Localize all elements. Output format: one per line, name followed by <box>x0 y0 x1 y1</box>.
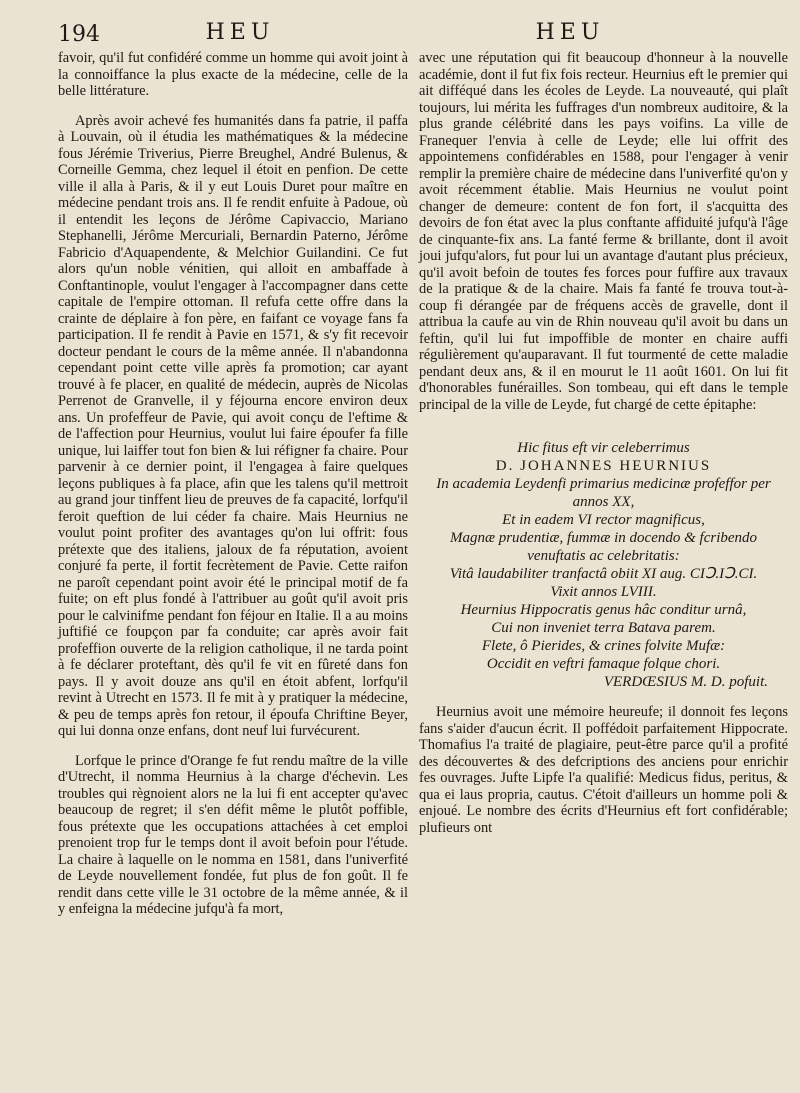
paragraph: favoir, qu'il fut confidéré comme un homme qui avoit joint à la connoiffance la plus exacte de la médecine, celle de la belle littérature. <box>58 50 408 99</box>
right-column <box>419 50 788 836</box>
running-head <box>0 18 800 52</box>
epitaph-line: Heurnius Hippocratis genus hâc conditur urnâ, <box>460 602 747 618</box>
epitaph-signature: VERDŒSIUS M. D. pofuit. <box>603 674 768 690</box>
epitaph-line: Flete, ô Pierides, & crines folvite Mufæ: <box>481 638 726 654</box>
epitaph-line: D. JOHANNES HEURNIUS <box>495 458 712 474</box>
epitaph-line: Cui non inveniet terra Batava parem. <box>491 620 716 636</box>
epitaph-line: In academia Leydenfi primarius medicinæ profeffor per annos XX, <box>436 476 771 510</box>
left-column <box>58 50 408 918</box>
epitaph-line: Hic fitus eft vir celeberrimus <box>517 440 690 456</box>
epitaph-line: Et in eadem VI rector magnificus, <box>502 512 705 528</box>
paragraph: avec une réputation qui fit beaucoup d'honneur à la nouvelle académie, dont il fut fix fois recteur. Heurnius eft le premier qui ait difféqué dans les écoles de Leyde. La nouveauté, qui plaît toujours, lui mérita les fuffrages d'un nombreux auditoire, & la plus grande célébrité dans les pays voifins. La ville de Franequer l'envia à celle de Leyde; elle lui offrit des appointemens confidérables en 1588, pour l'engager à venir remplir la première chaire de médecine dans l'univerfité qu'on y avoit récemment établie. Mais Heurnius ne voulut point changer de demeure: content de fon fort, il s'acquitta des devoirs de fon état avec la plus conftante affiduité jufqu'à l'âge de cinquante-fix ans. La fanté ferme & brillante, dont il avoit joui jufqu'alors, fut pour lui un avantage d'autant plus précieux, qu'il avoit befoin de toutes fes forces pour fuffire aux travaux de la pratique & de la chaire. Mais fa fanté fe trouva tout-à-coup fi dérangée par de fréquens accès de gravelle, dont il attribua la caufe au vin de Rhin nouveau qu'il avoit bu dans un feftin, qu'il lui fut impoffible de monter en chaire auffi régulièrement qu'auparavant. Il fut tourmenté de cette maladie pendant deux ans, & il en mourut le 11 août 1601. On lui fit d'honorables funérailles. Son tombeau, qui eft dans le temple principal de la ville de Leyde, fut chargé de cette épitaphe: <box>419 50 788 413</box>
page-number: 194 <box>58 22 100 47</box>
epitaph-line: Occidit en veftri famaque folque chori. <box>486 656 721 672</box>
paragraph: Après avoir achevé fes humanités dans fa patrie, il paffa à Louvain, où il étudia les mathématiques & la médecine fous Jérémie Triverius, Pierre Breughel, André Bulenus, & Corneille Gemma, chez lequel il étoit en penfion. De cette ville il alla à Paris, & il y eut Louis Duret pour maître en médecine pendant trois ans. Il fe rendit enfuite à Padoue, où il entendit les leçons de Jérôme Capivaccio, Mariano Stephanelli, Jérôme Mercuriali, Bernardin Paterno, Jérôme Fabricio d'Aquapendente, & Melchior Guilandini. Ce fut alors qu'un noble vénitien, qui alloit en ambaffade à Conftantinople, voulut l'engager à l'accompagner dans cette capitale de l'empire ottoman. Il refufa cette offre dans la crainte de déplaire à fon père, en faifant ce voyage fans fa participation. Il fe rendit à Pavie en 1571, & s'y fit recevoir docteur pendant le cours de la même année. Il n'abandonna cependant point cette ville après fa promotion; car ayant trouvé à fe placer, en qualité de médecin, auprès de Nicolas Perrenot de Granvelle, il y féjourna encore environ deux ans. Un profeffeur de Pavie, qui avoit conçu de l'eftime & de l'affection pour Heurnius, voulut lui faire époufer fa fille unique, lui laiffer tout fon bien & lui réfigner fa chaire. Pour parvenir à ce dernier point, il l'engagea à faire quelques leçons publiques à fa place, afin que les talens qu'il mettroit au grand jour tinffent lieu de preuves de fa capacité, lorfqu'il feroit queftion de lui céder fa chaire. Mais Heurnius ne voulut point profiter des avantages qu'on lui offrit: fous prétexte que des italiens, jaloux de fa réputation, avoient conjuré fa perte, il fortit fecrètement de Pavie. Cette raifon ne paroît cependant point avoir été le principal motif de fa fuite; on eft plus fondé à l'attribuer au goût qu'il avoit pris pour le calvinifme pendant fon féjour en Italie. Il a au moins juftifié ce foupçon par fa conduite; car après avoir fait profeffion ouverte de la religion catholique, il ne tarda point à fe déclarer proteftant, dès qu'il fe vit en fûreté dans fon pays. Il y avoit douze ans qu'il en étoit abfent, lorfqu'il revint à Utrecht en 1573. Il fe mit à y pratiquer la médecine, & peu de temps après fon retour, il époufa Chriftine Beyer, qui lui donna onze enfans, dont neuf lui furvécurent. <box>58 112 408 739</box>
running-head-left: HEU <box>205 20 275 45</box>
running-head-right: HEU <box>535 20 605 45</box>
epitaph-line: Vitâ laudabiliter tranfactâ obiit XI aug. CIↃ.IↃ.CI. <box>449 566 758 582</box>
paragraph: Lorfque le prince d'Orange fe fut rendu maître de la ville d'Utrecht, il nomma Heurnius à la charge d'échevin. Les troubles qui règnoient alors ne la lui fi ent accepter qu'avec beaucoup de regret; il s'en défit même le plutôt poffible, fous prétexte que les occupations attachées à cet emploi prenoient trop fur le temps dont il avoit befoin pour l'étude. La chaire à laquelle on le nomma en 1581, dans l'univerfité de Leyde nouvellement fondée, fut plus de fon goût. Il fe rendit dans cette ville le 31 octobre de la même année, & il y enfeigna la médecine jufqu'à fa mort, <box>58 752 408 917</box>
epitaph-line: Vixit annos LVIII. <box>550 584 657 600</box>
paragraph: Heurnius avoit une mémoire heureufe; il donnoit fes leçons fans s'aider d'aucun écrit. Il poffédoit parfaitement Hippocrate. Thomafius l'a traité de plagiaire, peut-être parce qu'il a profité des découvertes & des defcriptions des anciens pour enrichir fes ouvrages. Jufte Lipfe l'a qualifié: Medicus fidus, peritus, & qua ei laus propria, cautus. C'étoit d'ailleurs un homme poli & enjoué. Le nombre des écrits d'Heurnius eft fort confidérable; plufieurs ont <box>419 704 788 836</box>
epitaph-line: Magnæ prudentiæ, fummæ in docendo & fcribendo venuftatis ac celebritatis: <box>449 530 758 564</box>
epitaph <box>419 439 788 691</box>
